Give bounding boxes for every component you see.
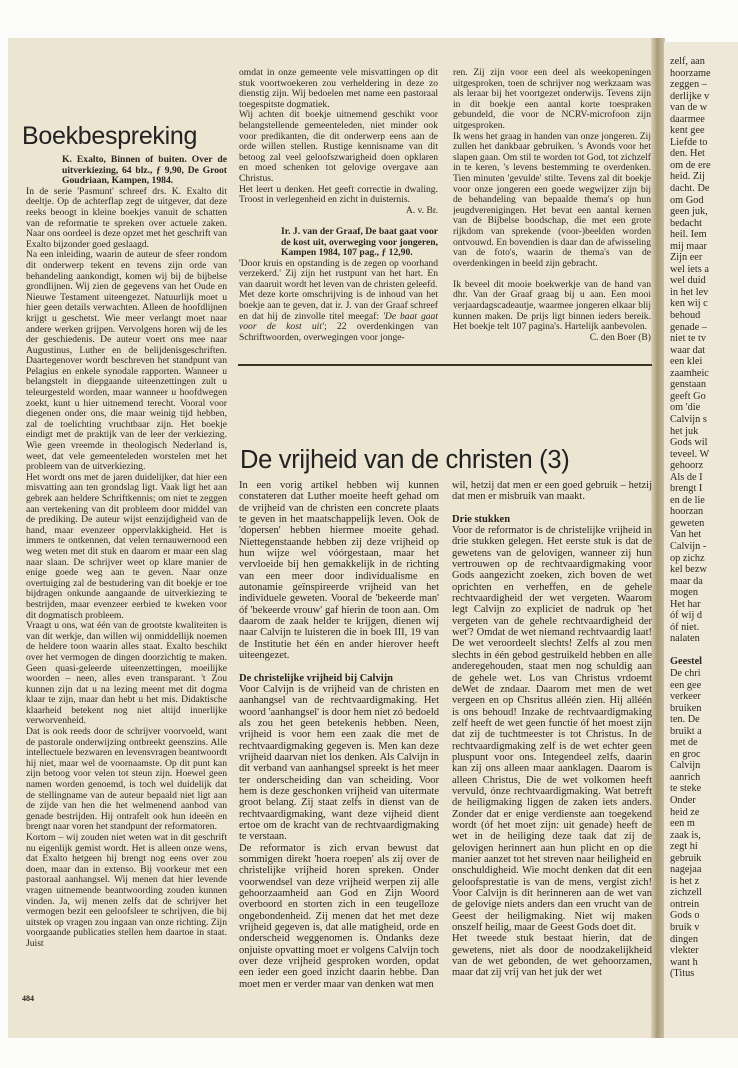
paragraph: Na een inleiding, waarin de auteur de sfeer rondom dit onderwerp tekent en tevens zijn orde van behandeling aankondigt, komen wij bij de bijbelse grondlijnen. Wij zien de gegevens van het Oude en Nieuwe Testament uiteengezet. Natuurlijk moet u hier geen details verwachten. Alleen de hoofdlijnen krijgt u geschetst. Wie meer verlangt moet naar andere werken grijpen. Vervolgens horen wij de les der geschiedenis. De auteur voert ons mee naar Augustinus, Luther en de belijdenisgeschriften. Daartegenover wordt beschreven het standpunt van Pelagius en enkele synodale rapporten. Wanneer u belangstelt in diepgaande uiteenzettingen zult u teleurgesteld worden, maar wanneer u hoofdwegen zoekt, kunt u hier uitnemend terecht. Vooral voor diegenen onder ons, die maar weinig tijd hebben, zal de toelichting vruchtbaar zijn. Het boekje eindigt met de praktijk van de leer der verkiezing. Wie geen vreemde in theologisch Nederland is, weet, dat vele gemeenteleden worstelen met het probleem van de uitverkiezing.	[26, 249, 227, 473]
review-signature: A. v. Br.	[405, 204, 438, 216]
section-divider	[238, 364, 652, 366]
text-line: heid ze	[670, 806, 700, 818]
text-line: want h	[670, 956, 698, 968]
right-page-text	[664, 42, 738, 980]
text-line: met de	[670, 737, 698, 749]
text-line: Calvijn s	[670, 413, 707, 425]
text-line: verkeer	[670, 691, 701, 703]
text-line: genade –	[670, 321, 707, 333]
text-line: Het har	[670, 598, 701, 610]
text-line: De chri	[670, 667, 701, 679]
paragraph: Voor Calvijn is de vrijheid van de christen en aanhangsel van de rechtvaardigmaking. Het woord 'aanhangsel' is door hem niet zó bedoeld als zou het geen betekenis hebben. Neen, vrijheid is voor hem een zaak die met de rechtvaardigmaking gegeven is. Men kan deze vrijheid daarvan niet los denken. Als Calvijn in dit verband van aanhangsel spreekt is het meer ter onderscheiding dan van scheiding. Voor hem is deze geschonken vrijheid van uitermate groot belang. Zij staat zelfs in dienst van de rechtvaardigmaking, want deze vijheid dient ertoe om de kracht van de rechtvaardigmaking te verstaan.	[239, 683, 439, 843]
text-line: wel iets a	[670, 263, 709, 275]
text-line: heid. Zij	[670, 171, 705, 183]
text-line: nalaten	[670, 633, 700, 645]
text: Met deze korte omschrijving is de inhoud van het boekje aan te geven, dat ir. J. van der Graaf schreef en dat hij de zinvolle titel meegaf:	[239, 289, 438, 322]
text-line: vlekter	[670, 945, 699, 957]
text-line: aanrich	[670, 771, 701, 783]
subheading: De christelijke vrijheid bij Calvijn	[239, 672, 393, 684]
text-line: gehoorz	[670, 460, 704, 472]
page-spine	[651, 38, 665, 1038]
book-info: K. Exalto, Binnen of buiten. Over de uitverkiezing, 64 blz., ƒ 9,90, De Groot Goudriaan, Kampen, 1984.	[62, 155, 227, 187]
paragraph: Voor de reformator is de christelijke vrijheid in drie stukken gelegen. Het eerste stuk is dat de gewetens van de gelovigen, wanneer zij hun vertrouwen op de rechtvaardigmaking voor Gods aangezicht zoeken, zich boven de wet oprichten en verheffen, en de gehele rechtvaardigheid der wet vergeten. Waarom legt Calvijn zo expliciet de nadruk op 'het vergeten van de gehele rechtvaardigheid der wet'? Omdat de wet niemand rechtvaardig laat! De wet veroordeelt slechts! Zelfs al zou men slechts in één gebod gestruikeld hebben en alle anderegehouden, staat men nog schuldig aan de gehele wet. Los van Christus vrdoemt deWet de zndaar. Daarom met men de wet vergeen en op Chsritus alléén zien. Hij alléén is ons behoud! Inzake de rechtvaardigmaking zelf heeft de wet geen functie óf het moest zijn dat zij de tuchtmeester is tot Christus. In de rechtvaardigmaking zelf is de wet echter geen pluspunt voor ons. Integendeel zelfs, daarin kan zij ons alleen maar aanklagen. Daarom is alleen Christus, Die de wet volkomen heeft vervuld, ónze rechtvaardigmaking. Wat betreft de heiligmaking liggen de zaken iets anders. Zonder dat er enige verdienste aan toegekend wordt (óf het moet zijn: uit genade) heeft de wet in de heiliging deze taak dat zij de gelovigen herinnert aan hun plicht en op die manier aanzet tot het streven naar heiligheid en onschuldigheid. Wie mocht denken dat dit een geloofsprestatie is van de mens, vergist zich! Voor Calvijn is dit herinneren aan de wet van de gelovige niets anders dan een vrucht van de Geest der heiligmaking. Niet wij maken onszelf heilig, maar de Geest Gods doet dit.	[452, 525, 652, 934]
paragraph: wil, hetzij dat men er een goed gebruik – hetzij dat men er misbruik van maakt.	[452, 480, 652, 503]
text-line: kel bezw	[670, 564, 707, 576]
text-line: bedacht	[670, 217, 703, 229]
paragraph: Het tweede stuk bestaat hierin, dat de gewetens, niet als door de noodzakelijkheid van de wet gebonden, de wet gehoorzamen, maar dat zij vrij van het juk der wet	[452, 933, 652, 979]
text-line: een gee	[670, 679, 702, 691]
text-line: bruiken	[670, 702, 702, 714]
text-line: maar da	[670, 575, 703, 587]
text-line: brengt I	[670, 483, 703, 495]
text-line: bruikt a	[670, 725, 702, 737]
text-line: ken wij c	[670, 298, 708, 310]
text-line: waar dat	[670, 344, 706, 356]
review-column-1	[26, 155, 227, 987]
text-line: niet te tv	[670, 333, 707, 345]
paragraph: Dat is ook reeds door de schrijver voorvoeld, want de pastorale onderwijzing ontbreekt geenszins. Alle intellectuele bezwaren en levensvragen beantwoordt hij niet, maar wel de voornaamste. Op dit punt kan zijn betoog voor velen tot steun zijn. Hoewel geen namen worden genoemd, is toch wel duidelijk dat de stellingname van de auteur bepaald niet ligt aan de zijde van hen die het welmenend aanbod van genade bestrijden. Hij ontrafelt ook hun ideeën en brengt naar voren het standpunt der reformatoren.	[26, 726, 227, 833]
text-line: zelf, aan	[670, 56, 705, 67]
text-line: derlijke v	[670, 90, 710, 102]
text-line: zeggen –	[670, 79, 707, 91]
text-line: Calvijn -	[670, 540, 707, 552]
text-line: hoorzame	[670, 67, 711, 79]
paragraph: In een vorig artikel hebben wij kunnen constateren dat Luther moeite heeft gehad om de vrijheid van de christen een concrete plaats te geven in het maatschappelijk leven. Ook de 'dopersen' hebben hiermee moeite gehad. Niettegenstaande hebben zij deze vrijheid op hun wijze wel vóórgestaan, maar het vervloeide bij hen gemakkelijk in de richting van een meer door individualisme en autonamie geïnspireerde vrijheid van het individuele geweten. Vooral de 'bekeerde man' óf 'bekeerde vrouw' gaf hierin de toon aan. Om daarom de zaak helder te krijgen, dienen wij naar Calvijn te luisteren die in boek III, 19 van de Institutie het één en ander hierover heeft uiteengezet.	[239, 480, 439, 662]
paragraph: Vraagt u ons, wat één van de grootste kwaliteiten is van dit werkje, dan willen wij onmiddellijk noemen de heldere toon waarin alles staat. Exalto beschikt over het vermogen de dingen doorzichtig te maken. Geen quasi-geleerde uiteenzettingen, moeilijke woorden – neen, alles even transparant. 't Zou kunnen zijn dat u na lezing meent met dit dogma klaar te zijn, maar dan hebt u het mis. Didaktische klaarheid betekent nog niet altijd innerlijke verworvenheid.	[26, 620, 227, 727]
text-line: genstaan	[670, 379, 707, 391]
text-line: van de w	[670, 102, 708, 114]
article-title: De vrijheid van de christen (3)	[240, 446, 570, 474]
text-line: zegt hi	[670, 841, 698, 853]
blank-line	[670, 645, 738, 657]
text-line: teveel. W	[670, 448, 710, 460]
text-line: (Titus	[670, 968, 695, 980]
text-line: is het z	[670, 875, 700, 887]
text-line: geweten	[670, 517, 705, 529]
right-page-fragment	[664, 42, 738, 1038]
text-line: om God	[670, 194, 704, 206]
text-line: Calvijn	[670, 760, 701, 772]
text-line: een m	[670, 818, 695, 830]
text-line: geen juk,	[670, 206, 708, 218]
text-line: Geestel	[670, 656, 703, 668]
text-line: op zichz	[670, 552, 705, 564]
review-column-2	[239, 68, 438, 352]
text-line: ten. De	[670, 714, 700, 726]
text-line: wel duid	[670, 275, 706, 287]
review-signature: C. den Boer (B)	[589, 331, 651, 343]
text-line: dacht. De	[670, 183, 710, 195]
section-title: Boekbespreking	[22, 122, 198, 150]
text-line: Zijn eer	[670, 252, 703, 264]
text-line: óf niet.	[670, 621, 700, 633]
subheading: Drie stukken	[452, 513, 511, 525]
text-line: een klei	[670, 356, 703, 368]
paragraph: Het leert u denken. Het geeft correctie in dwaling. Troost in verlegenheid en zicht in duisternis.	[239, 183, 438, 206]
article-column-2	[452, 480, 652, 992]
text-line: daarmee	[670, 113, 705, 125]
review-column-3	[453, 68, 651, 360]
paragraph: Ik wens het graag in handen van onze jongeren. Zij zullen het dankbaar gebruiken. 's Avonds voor het slapen gaan. Om stil te worden tot God, tot zichzelf in te keren, 's levens bestemming te overdenken. Tien minuten 'gevulde' stilte. Tevens zal dit boekje voor onze jongeren een goede wegwijzer zijn bij de behandeling van bepaalde thema's op hun jeugdverenigingen. Het bevat een aantal kernen van de Bijbelse boodschap, die met een grote rijkdom van sprekende (voor-)beelden worden ontvouwd. En bovendien is daar dan de afwisseling van de foto's, waarin de thema's van de overdenkingen in beeld zijn gebracht.	[453, 130, 651, 269]
text-line: gebruik	[670, 852, 702, 864]
text-line: kent gee	[670, 125, 705, 137]
text-line: den. Het	[670, 148, 705, 160]
paragraph: Wij achten dit boekje uitnemend geschikt voor belangstellende gemeenteleden, niet minder ook voor predikanten, die dit onderwerp eens aan de orde willen stellen. Rustige kennisname van dit betoog zal veel geloofszwarigheid doen opklaren en moed schenken tot gelovige overgave aan Christus.	[239, 109, 438, 184]
paragraph: Het wordt ons met de jaren duidelijker, dat hier een misvatting aan ten grondslag ligt. Vaak ligt het aan gebrek aan heldere Schriftkennis; om niet te zeggen aan vertekening van dit probleem door middel van de prediking. De auteur wijst eenzijdigheid van de hand, maar evenzeer oppervlakkigheid. Het is immers te ontkennen, dat velen ternauwernood een weg weten met dit stuk en daarom er maar een slag naar slaan. De schrijver weet op klare manier de enige goede weg aan te geven. Naar onze overtuiging zal de bestudering van dit boekje er toe bijdragen onkunde aangaande de uitverkiezing te bestrijden, maar evenzeer eerbied te kweken voor dit dogmatisch probleem.	[26, 471, 227, 621]
text-line: bruik v	[670, 922, 700, 934]
text-line: zichzell	[670, 887, 703, 899]
text-line: ontrein	[670, 898, 700, 910]
paragraph	[239, 290, 438, 343]
text-line: Onder	[670, 795, 696, 806]
paragraph: ren. Zij zijn voor een deel als weekopeningen uitgesproken, toen de schrijver nog werkzaam was als leraar bij het voortgezet onderwijs. Tevens zijn in dit boekje een aantal korte toespraken gebundeld, die voor de NCRV-microfoon zijn uitgesproken.	[453, 68, 651, 131]
paragraph: Ik beveel dit mooie boekwerkje van de hand van dhr. Van der Graaf graag bij u aan. Een mooi verjaardagscadeautje, waarmee jongeren elkaar blij kunnen maken. De prijs ligt binnen ieders bereik. Het boekje telt 107 pagina's. Hartelijk aanbevolen.	[453, 278, 651, 333]
paragraph: Kortom – wij zouden niet weten wat in dit geschrift nu eigenlijk gemist wordt. Het is alleen onze wens, dat Exalto hetgeen hij brengt nog eens over zou doen, maar dan in extenso. Bij voorkeur met een pastoraal aanhangsel. Wij menen dat hier levende vragen uitnemende beantwoording zouden kunnen vinden. Ja, wij menen zelfs dat de schrijver het vermogen bezit een geloofsleer te schrijven, die bij uitstek op vragen zou ingaan van onze richting. Zijn voorgaande publicaties stellen hem daartoe in staat. Juist	[26, 832, 227, 949]
text-line: hoorzan	[670, 506, 704, 518]
text-line: heil. Iem	[670, 229, 707, 241]
paragraph: De reformator is zich ervan bewust dat sommigen direkt 'hoera roepen' als zij over de christelijke vrijheid horen spreken. Onder voorwendsel van deze vrijheid werpen zij alle gehoorzaamheid aan God en Zijn Woord overboord en storten zich in een teugelloze ongebondenheid. Zij menen dat het met deze vrijheid gegeven is, dat alle matigheid, orde en onderscheid weggenomen is. Ondanks deze onjuiste opvatting moet er volgens Calvijn toch over deze vrijheid gesproken worden, opdat een ieder een goed inzicht daarin hebbe. Dan moet men er verder maar van denken wat men	[239, 842, 439, 990]
text-line: het juk	[670, 425, 699, 437]
text: ; 22 overdenkingen van Schriftwoorden, overwegingen voor jonge-	[239, 321, 438, 343]
text-line: dingen	[670, 933, 699, 945]
text-line: Gods wil	[670, 437, 708, 449]
paragraph: In de serie 'Pasmunt' schreef drs. K. Exalto dit deeltje. Op de achterflap zegt de uitgever, dat deze reeks beoogt in kleine boekjes vanuit de schatten van de reformatie te spreken over actuele zaken. Naar ons oordeel is deze opzet met het geschrift van Exalto bijzonder goed geslaagd.	[26, 185, 227, 250]
text-line: en de lie	[670, 494, 705, 506]
text-line: Als de I	[670, 471, 703, 483]
text-line: óf wij d	[670, 610, 703, 622]
text-line: in het lev	[670, 286, 709, 298]
text-line: behoud	[670, 310, 701, 322]
text-line: mogen	[670, 587, 699, 599]
text-line: te steke	[670, 783, 702, 795]
page-number: 484	[22, 994, 34, 1003]
text-line: nagejaa	[670, 864, 702, 876]
text-line: en groc	[670, 748, 701, 760]
text-line: geeft Go	[670, 390, 706, 402]
text-line: om de ere	[670, 159, 711, 171]
text-line: Gods o	[670, 910, 700, 922]
book-info: Ir. J. van der Graaf, De baat gaat voor de kost uit, overweging voor jongeren, Kampen 1984, 107 pag., ƒ 12,90.	[281, 225, 438, 259]
paragraph: 'Door kruis en opstanding is de zegen op voorhand verzekerd.' Zij zijn het rustpunt van het hart. En van daaruit wordt het leven van de christen geleefd.	[239, 257, 438, 290]
text-line: Liefde to	[670, 136, 708, 148]
book-title-quote: 'De baat gaat voor de kost uit'	[239, 310, 438, 333]
paragraph: omdat in onze gemeente vele misvattingen op dit stuk voortwoekeren zou verheldering in deze zo dienstig zijn. Wij bedoelen met name een pastoraal toegespitste dogmatiek.	[239, 68, 438, 110]
text-line: om 'die	[670, 402, 701, 414]
text-line: zaak is,	[670, 829, 701, 841]
article-column-1	[239, 480, 439, 992]
text-line: mij maar	[670, 240, 707, 252]
text-line: Van het	[670, 529, 702, 541]
text-line: zaamheic	[670, 367, 709, 379]
